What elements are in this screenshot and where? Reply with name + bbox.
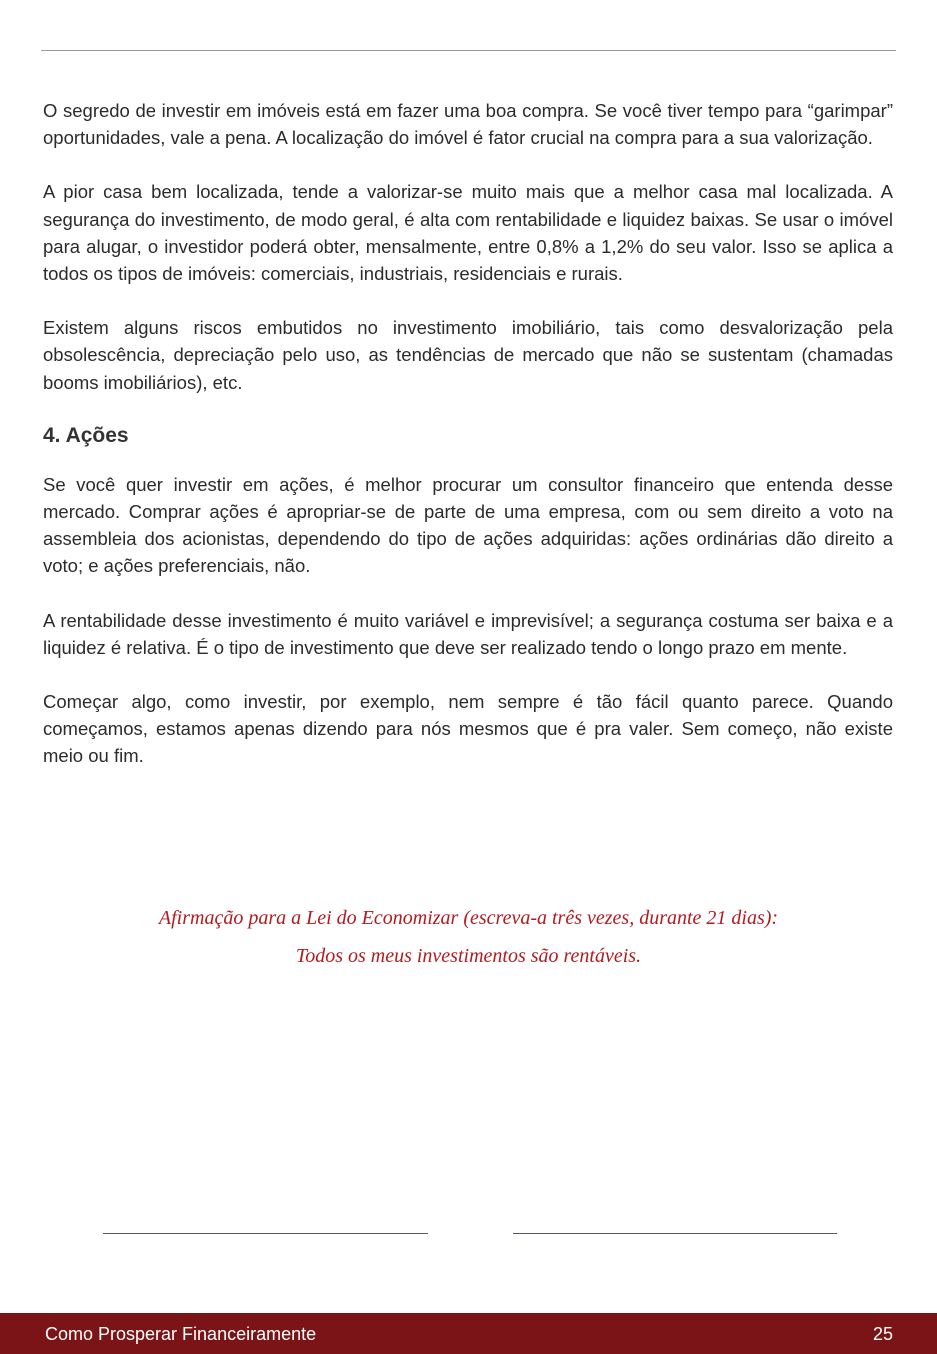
header-divider: [41, 50, 896, 51]
body-paragraph: Se você quer investir em ações, é melhor procurar um consultor financeiro que entenda desse mercado. Comprar ações é apropriar-se de parte de uma empresa, com ou sem direito a voto na assembleia dos acionistas, dependendo do tipo de ações adquiridas: ações ordinárias dão direito a voto; e ações preferenciais, não.: [43, 473, 893, 577]
body-paragraph: Começar algo, como investir, por exemplo, nem sempre é tão fácil quanto parece. Quando começamos, estamos apenas dizendo para nós mesmos que é pra valer. Sem começo, não existe meio ou fim.: [43, 691, 893, 767]
body-paragraph: A rentabilidade desse investimento é muito variável e imprevisível; a segurança costuma ser baixa e a liquidez é relativa. É o tipo de investimento que deve ser realizado tendo o longo prazo em mente.: [43, 609, 893, 658]
affirmation-instruction: Afirmação para a Lei do Economizar (escreva-a três vezes, durante 21 dias):: [158, 907, 779, 929]
body-paragraph: Existem alguns riscos embutidos no investimento imobiliário, tais como desvalorização pela obsolescência, depreciação pelo uso, as tendências de mercado que não se sustentam (chamadas booms imobiliários), etc.: [43, 317, 893, 393]
page-footer: [0, 1313, 937, 1354]
body-paragraph: A pior casa bem localizada, tende a valorizar-se muito mais que a melhor casa mal localizada. A segurança do investimento, de modo geral, é alta com rentabilidade e liquidez baixas. Se usar o imóvel para alugar, o investidor poderá obter, mensalmente, entre 0,8% a 1,2% do seu valor. Isso se aplica a todos os tipos de imóveis: comerciais, industriais, residenciais e rurais.: [43, 181, 893, 285]
page-number: 25: [872, 1324, 893, 1344]
affirmation-statement: Todos os meus investimentos são rentáveis.: [295, 945, 642, 967]
signature-line-left: [103, 1233, 428, 1234]
footer-title: Como Prosperar Financeiramente: [45, 1324, 317, 1344]
page-body: [43, 97, 893, 797]
body-paragraph: O segredo de investir em imóveis está em fazer uma boa compra. Se você tiver tempo para “garimpar” oportunidades, vale a pena. A localização do imóvel é fator crucial na compra para a sua valorização.: [43, 100, 893, 149]
signature-line-right: [513, 1233, 837, 1234]
section-heading: 4. Ações: [43, 423, 129, 447]
